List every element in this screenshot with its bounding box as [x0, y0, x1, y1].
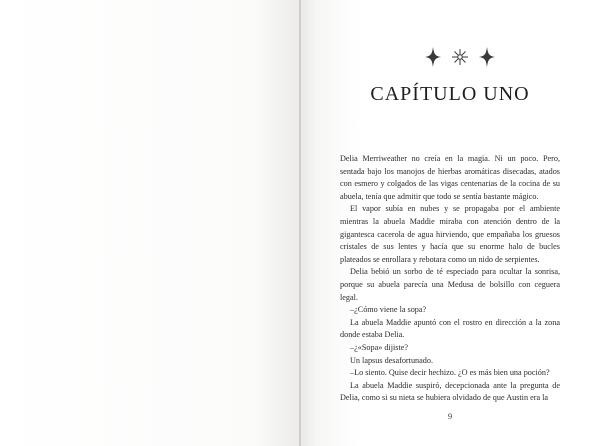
- paragraph-6: –¿«Sopa» dijiste?: [350, 342, 408, 352]
- sparkle-center-icon: [452, 49, 468, 65]
- sparkle-right-icon: [479, 47, 495, 67]
- book-gutter: [299, 0, 301, 446]
- paragraph-4: –¿Cómo viene la sopa?: [350, 305, 427, 315]
- paragraph-5: La abuela Maddie apuntó con el rostro en dirección a la zona donde estaba Delia.: [340, 317, 560, 340]
- paragraph-1: Delia Merriweather no creía en la magia. Ni un poco. Pero, sentada bajo los manojos de hierbas aromáticas disecadas, atados con esmero y colgados de las vigas centenarias de la cocina de su abuela, tenía que admitir que todo se sentía bastante mágico.: [340, 154, 560, 201]
- page-number: 9: [447, 411, 453, 421]
- paragraph-7: Un lapsus desafortunado.: [350, 355, 433, 365]
- sparkles-ornament-icon: [415, 44, 505, 70]
- sparkle-left-icon: [425, 47, 441, 67]
- chapter-body-text: [340, 153, 560, 405]
- paragraph-8: –Lo siento. Quise decir hechizo. ¿O es más bien una poción?: [350, 368, 550, 378]
- paragraph-2: El vapor subía en nubes y se propagaba por el ambiente mientras la abuela Maddie miraba con atención dentro de la gigantesca cacerola de agua hirviendo, que empañaba los gruesos cristales de sus lentes y hacía que su enorme halo de bucles plateados se enrollara y rebotara como un nido de serpientes.: [340, 204, 560, 264]
- paragraph-9: La abuela Maddie suspiró, decepcionada ante la pregunta de Delia, como si su nieta se hubiera olvidado de que Austin era la: [340, 380, 560, 403]
- chapter-title: CAPÍTULO UNO: [370, 83, 530, 105]
- paragraph-3: Delia bebió un sorbo de té especiado para ocultar la sonrisa, porque su abuela parecía una Medusa de bolsillo con ceguera legal.: [340, 267, 560, 302]
